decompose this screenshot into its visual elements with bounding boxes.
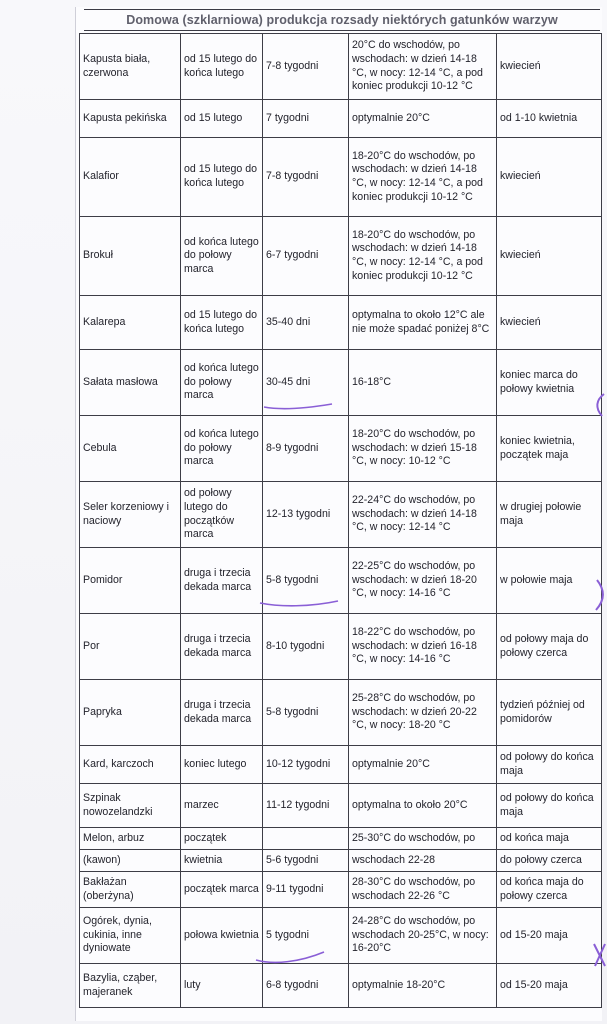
vegetable-name: Seler korzeniowy i naciowy [80, 482, 181, 548]
table-row [80, 100, 602, 138]
vegetable-name: Kapusta biała, czerwona [80, 34, 181, 100]
vegetable-name: Papryka [80, 680, 181, 746]
production-time: 5 tygodni [263, 908, 349, 964]
production-time: 6-8 tygodni [263, 964, 349, 1008]
planting-date: do połowy czerca [497, 850, 602, 872]
planting-date: od połowy do końca maja [497, 784, 602, 828]
vegetable-name: Ogórek, dynia, cukinia, inne dyniowate [80, 908, 181, 964]
temperature: 18-20°C do wschodów, po wschodach: w dzień 14-18 °C, w nocy: 12-14 °C, a pod koniec produkcji 10-12 °C [349, 138, 497, 217]
production-time: 7 tygodni [263, 100, 349, 138]
sowing-date: od połowy lutego do początków marca [181, 482, 263, 548]
table-row [80, 964, 602, 1008]
planting-date: w drugiej połowie maja [497, 482, 602, 548]
vegetable-name: Szpinak nowozelandzki [80, 784, 181, 828]
table-row [80, 34, 602, 100]
temperature: 28-30°C do wschodów, po wschodach 22-26 °C [349, 872, 497, 908]
planting-date: od połowy maja do połowy czerca [497, 614, 602, 680]
seedling-table [79, 33, 602, 1008]
vegetable-name: Kapusta pekińska [80, 100, 181, 138]
table-row [80, 746, 602, 784]
table-row [80, 614, 602, 680]
table-row [80, 296, 602, 350]
production-time: 10-12 tygodni [263, 746, 349, 784]
table-row [80, 784, 602, 828]
vegetable-name: Bakłażan (oberżyna) [80, 872, 181, 908]
planting-date: od 1-10 kwietnia [497, 100, 602, 138]
vegetable-name: Por [80, 614, 181, 680]
vegetable-name: Cebula [80, 416, 181, 482]
sowing-date: od 15 lutego do końca lutego [181, 296, 263, 350]
planting-date: od końca maja [497, 828, 602, 850]
sowing-date: od końca lutego do połowy marca [181, 416, 263, 482]
table-row [80, 828, 602, 850]
sowing-date: początek marca [181, 872, 263, 908]
table-row [80, 680, 602, 746]
sowing-date: druga i trzecia dekada marca [181, 614, 263, 680]
production-time: 9-11 tygodni [263, 872, 349, 908]
planting-date: od połowy do końca maja [497, 746, 602, 784]
sowing-date: od 15 lutego do końca lutego [181, 138, 263, 217]
temperature: optymalnie 18-20°C [349, 964, 497, 1008]
production-time: 30-45 dni [263, 350, 349, 416]
temperature: 24-28°C do wschodów, po wschodach 20-25°C, w nocy: 16-20°C [349, 908, 497, 964]
sowing-date: połowa kwietnia [181, 908, 263, 964]
temperature: optymalna to około 12°C ale nie może spadać poniżej 8°C [349, 296, 497, 350]
production-time: 8-9 tygodni [263, 416, 349, 482]
vegetable-name: Brokuł [80, 217, 181, 296]
table-row [80, 217, 602, 296]
production-time: 35-40 dni [263, 296, 349, 350]
production-time: 12-13 tygodni [263, 482, 349, 548]
planting-date: w połowie maja [497, 548, 602, 614]
temperature: 22-25°C do wschodów, po wschodach: w dzień 18-20 °C, w nocy: 14-16 °C [349, 548, 497, 614]
production-time [263, 828, 349, 850]
production-time: 5-8 tygodni [263, 548, 349, 614]
planting-date: od końca maja do połowy czerca [497, 872, 602, 908]
sowing-date: koniec lutego [181, 746, 263, 784]
table-row [80, 908, 602, 964]
page-title: Domowa (szklarniowa) produkcja rozsady niektórych gatunków warzyw [84, 9, 600, 31]
sowing-date: od 15 lutego do końca lutego [181, 34, 263, 100]
vegetable-name: Kard, karczoch [80, 746, 181, 784]
production-time: 6-7 tygodni [263, 217, 349, 296]
temperature: wschodach 22-28 [349, 850, 497, 872]
temperature: 18-20°C do wschodów, po wschodach: w dzień 14-18 °C, w nocy: 12-14 °C, a pod koniec produkcji 10-12 °C [349, 217, 497, 296]
temperature: 20°C do wschodów, po wschodach: w dzień 14-18 °C, w nocy: 12-14 °C, a pod koniec produkcji 10-12 °C [349, 34, 497, 100]
vegetable-name: Bazylia, cząber, majeranek [80, 964, 181, 1008]
production-time: 7-8 tygodni [263, 34, 349, 100]
temperature: 16-18°C [349, 350, 497, 416]
production-time: 8-10 tygodni [263, 614, 349, 680]
planting-date: od 15-20 maja [497, 964, 602, 1008]
sowing-date: od końca lutego do połowy marca [181, 350, 263, 416]
sowing-date: luty [181, 964, 263, 1008]
production-time: 5-8 tygodni [263, 680, 349, 746]
table-row [80, 350, 602, 416]
planting-date: kwiecień [497, 217, 602, 296]
temperature: 25-30°C do wschodów, po [349, 828, 497, 850]
vegetable-name: Pomidor [80, 548, 181, 614]
table-row [80, 548, 602, 614]
planting-date: tydzień później od pomidorów [497, 680, 602, 746]
temperature: optymalnie 20°C [349, 100, 497, 138]
planting-date: kwiecień [497, 296, 602, 350]
vegetable-name: Kalarepa [80, 296, 181, 350]
planting-date: koniec kwietnia, początek maja [497, 416, 602, 482]
production-time: 5-6 tygodni [263, 850, 349, 872]
seedling-table-body [80, 34, 602, 1008]
production-time: 7-8 tygodni [263, 138, 349, 217]
temperature: 18-20°C do wschodów, po wschodach: w dzień 15-18 °C, w nocy: 10-12 °C [349, 416, 497, 482]
table-row [80, 872, 602, 908]
sowing-date: marzec [181, 784, 263, 828]
planting-date: kwiecień [497, 138, 602, 217]
table-row [80, 138, 602, 217]
temperature: optymalnie 20°C [349, 746, 497, 784]
sowing-date: druga i trzecia dekada marca [181, 680, 263, 746]
temperature: 22-24°C do wschodów, po wschodach: w dzień 14-18 °C, w nocy: 12-14 °C [349, 482, 497, 548]
sowing-date: od 15 lutego [181, 100, 263, 138]
sowing-date: kwietnia [181, 850, 263, 872]
production-time: 11-12 tygodni [263, 784, 349, 828]
table-row [80, 482, 602, 548]
vegetable-name: (kawon) [80, 850, 181, 872]
vegetable-name: Sałata masłowa [80, 350, 181, 416]
temperature: 18-22°C do wschodów, po wschodach: w dzień 16-18 °C, w nocy: 14-16 °C [349, 614, 497, 680]
table-row [80, 416, 602, 482]
table-row [80, 850, 602, 872]
sowing-date: druga i trzecia dekada marca [181, 548, 263, 614]
planting-date: koniec marca do połowy kwietnia [497, 350, 602, 416]
temperature: optymalna to około 20°C [349, 784, 497, 828]
sowing-date: początek [181, 828, 263, 850]
temperature: 25-28°C do wschodów, po wschodach: w dzień 20-22 °C, w nocy: 18-20 °C [349, 680, 497, 746]
planting-date: od 15-20 maja [497, 908, 602, 964]
planting-date: kwiecień [497, 34, 602, 100]
vegetable-name: Melon, arbuz [80, 828, 181, 850]
sowing-date: od końca lutego do połowy marca [181, 217, 263, 296]
vegetable-name: Kalafior [80, 138, 181, 217]
